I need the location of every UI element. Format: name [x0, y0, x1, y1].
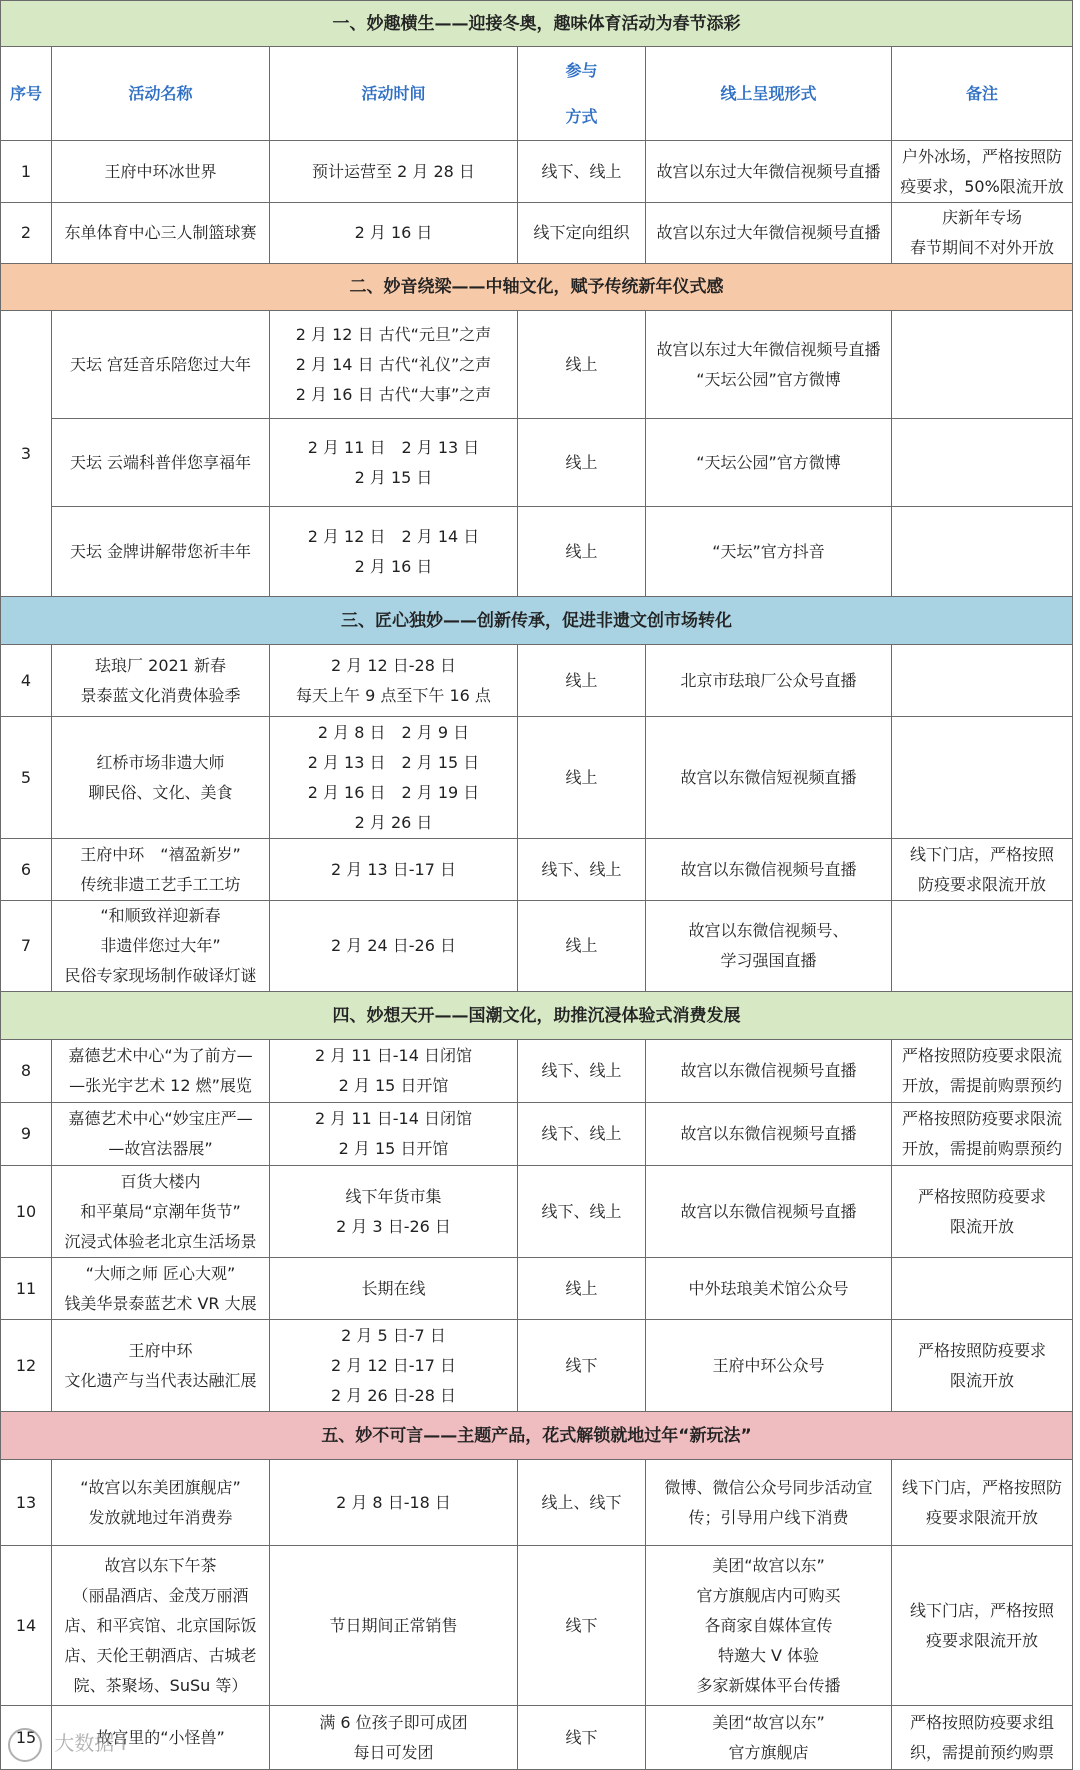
- cell-line: 线下门店，严格按照: [909, 844, 1054, 864]
- table-row: [1, 507, 1073, 597]
- table-row: [1, 1320, 1073, 1412]
- section-title: 一、妙趣横生——迎接冬奥，趣味体育活动为春节添彩: [1, 1, 1073, 47]
- cell-line: 故宫以东微信视频号直播: [680, 859, 857, 879]
- cell-line: “天坛公园”官方微博: [696, 452, 841, 472]
- cell-note: [892, 1166, 1073, 1258]
- cell-line: 院、茶聚场、SuSu 等）: [73, 1675, 248, 1695]
- cell-no: 5: [1, 717, 52, 839]
- cell-mode: [518, 419, 646, 507]
- cell-line: 店、天伦王朝酒店、古城老: [64, 1645, 257, 1665]
- cell-line: 开放，需提前购票预约: [901, 1139, 1062, 1158]
- cell-line: 每日可发团: [353, 1742, 434, 1762]
- cell-time: [270, 1546, 518, 1706]
- cell-mode: [518, 839, 646, 901]
- cell-line: 故宫以东微信视频号直播: [680, 1061, 857, 1080]
- cell-line: 庆新年专场: [941, 208, 1022, 227]
- cell-line: 2 月 13 日-17 日: [330, 859, 457, 879]
- cell-line: 东单体育中心三人制篮球赛: [64, 223, 257, 242]
- cell-line: 民俗专家现场制作破译灯谜: [64, 966, 257, 985]
- cell-time: [270, 141, 518, 203]
- cell-line: 线上: [565, 1278, 598, 1298]
- cell-note: [892, 1460, 1073, 1546]
- cell-line: 2 月 26 日-28 日: [330, 1385, 457, 1405]
- cell-note: [892, 901, 1073, 992]
- cell-name: [52, 1546, 270, 1706]
- col-header-no: 序号: [1, 47, 52, 141]
- cell-line: 防疫要求限流开放: [917, 874, 1046, 894]
- cell-online: [646, 507, 892, 597]
- section-header-4: [1, 992, 1073, 1040]
- cell-no: 11: [1, 1258, 52, 1320]
- cell-note: [892, 1040, 1073, 1103]
- cell-name: [52, 1258, 270, 1320]
- table-row: [1, 645, 1073, 717]
- cell-line: 2 月 12 日 2 月 14 日: [307, 526, 480, 546]
- cell-name: [52, 1460, 270, 1546]
- watermark-text: 大数据·i: [54, 1731, 127, 1755]
- table-header-row: [1, 47, 1073, 141]
- cell-online: [646, 839, 892, 901]
- cell-line: 2 月 16 日 2 月 19 日: [307, 782, 480, 802]
- col-header-mode: 参与 方式: [518, 47, 646, 141]
- cell-line: 2 月 3 日-26 日: [336, 1216, 451, 1236]
- cell-line: 非遗伴您过大年”: [100, 936, 221, 955]
- cell-line: 故宫以东过大年微信视频号直播: [656, 223, 881, 242]
- section-title: 二、妙音绕梁——中轴文化，赋予传统新年仪式感: [1, 264, 1073, 311]
- cell-line: 文化遗产与当代表达融汇展: [64, 1370, 257, 1390]
- cell-line: 王府中环 “禧盈新岁”: [80, 844, 241, 864]
- cell-line: 节日期间正常销售: [329, 1615, 458, 1635]
- cell-line: 2 月 11 日 2 月 13 日: [307, 437, 480, 457]
- cell-line: 每天上午 9 点至下午 16 点: [296, 685, 491, 705]
- cell-line: “大师之师 匠心大观”: [85, 1263, 236, 1283]
- cell-online: [646, 717, 892, 839]
- table-row: [1, 1258, 1073, 1320]
- cell-online: [646, 1040, 892, 1103]
- table-row: [1, 419, 1073, 507]
- table-row: [1, 1103, 1073, 1166]
- table-row: [1, 141, 1073, 203]
- cell-time: [270, 839, 518, 901]
- cell-line: 线上: [565, 936, 598, 955]
- cell-line: 严格按照防疫要求限流: [901, 1046, 1062, 1065]
- cell-time: [270, 1040, 518, 1103]
- cell-no: 14: [1, 1546, 52, 1706]
- cell-mode: [518, 1320, 646, 1412]
- cell-line: 官方旗舰店: [728, 1742, 809, 1762]
- table-row: [1, 1040, 1073, 1103]
- table-row: [1, 839, 1073, 901]
- cell-line: 严格按照防疫要求组: [909, 1712, 1054, 1732]
- cell-line: 发放就地过年消费券: [88, 1507, 233, 1527]
- table-row: [1, 717, 1073, 839]
- cell-name: [52, 1166, 270, 1258]
- cell-line: 王府中环冰世界: [104, 161, 217, 181]
- cell-line: “和顺致祥迎新春: [100, 906, 221, 925]
- cell-line: 2 月 16 日: [354, 223, 433, 242]
- cell-line: 严格按照防疫要求: [917, 1340, 1046, 1360]
- cell-note: [892, 1546, 1073, 1706]
- cell-line: 传统非遗工艺手工工坊: [80, 874, 241, 894]
- cell-line: 线下、线上: [541, 1201, 622, 1221]
- cell-online: [646, 1546, 892, 1706]
- section-header-5: [1, 1412, 1073, 1460]
- cell-line: 王府中环: [128, 1340, 193, 1360]
- cell-line: 开放，需提前购票预约: [901, 1076, 1062, 1095]
- cell-no: 10: [1, 1166, 52, 1258]
- cell-line: 中外珐琅美术馆公众号: [688, 1278, 849, 1298]
- cell-line: 严格按照防疫要求: [917, 1186, 1046, 1206]
- cell-note: [892, 1258, 1073, 1320]
- cell-no: 7: [1, 901, 52, 992]
- cell-online: [646, 419, 892, 507]
- cell-time: [270, 203, 518, 264]
- cell-no: 15: [1, 1706, 52, 1770]
- cell-line: 2 月 16 日 古代“大事”之声: [295, 384, 492, 404]
- cell-line: 疫要求，50%限流开放: [900, 176, 1064, 196]
- cell-line: 传；引导用户线下消费: [688, 1507, 849, 1527]
- table-row: [1, 1166, 1073, 1258]
- cell-line: 天坛 宫廷音乐陪您过大年: [69, 354, 252, 374]
- cell-line: 沉浸式体验老北京生活场景: [64, 1231, 257, 1251]
- cell-line: 百货大楼内: [120, 1171, 201, 1191]
- cell-mode: [518, 507, 646, 597]
- cell-line: 故宫以东下午茶: [104, 1555, 217, 1575]
- cell-mode: [518, 311, 646, 419]
- cell-time: [270, 1103, 518, 1166]
- cell-name: [52, 507, 270, 597]
- cell-line: 疫要求限流开放: [925, 1630, 1038, 1650]
- cell-name: [52, 717, 270, 839]
- cell-note: [892, 141, 1073, 203]
- cell-no: 9: [1, 1103, 52, 1166]
- cell-mode: [518, 1103, 646, 1166]
- cell-note: [892, 1103, 1073, 1166]
- cell-note: [892, 717, 1073, 839]
- cell-line: 线上: [565, 541, 598, 561]
- cell-line: 线上、线下: [541, 1492, 622, 1512]
- cell-line: 故宫以东过大年微信视频号直播: [656, 161, 881, 181]
- cell-line: 2 月 8 日-18 日: [336, 1492, 451, 1512]
- cell-line: 线上: [565, 354, 598, 374]
- cell-no: 6: [1, 839, 52, 901]
- cell-time: [270, 1320, 518, 1412]
- cell-time: [270, 1706, 518, 1770]
- cell-line: 学习强国直播: [720, 951, 817, 970]
- cell-line: 美团“故宫以东”: [712, 1712, 825, 1732]
- cell-line: 户外冰场，严格按照防: [901, 146, 1062, 166]
- cell-line: 预计运营至 2 月 28 日: [312, 161, 475, 181]
- cell-line: 聊民俗、文化、美食: [88, 782, 233, 802]
- cell-line: 2 月 16 日: [354, 556, 433, 576]
- cell-line: 线下: [565, 1727, 598, 1747]
- cell-line: —张光宇艺术 12 燃”展览: [69, 1076, 252, 1095]
- cell-line: 美团“故宫以东”: [712, 1555, 825, 1575]
- cell-line: 2 月 15 日开馆: [338, 1076, 449, 1095]
- table-row: [1, 311, 1073, 419]
- cell-no: 2: [1, 203, 52, 264]
- table-row: [1, 203, 1073, 264]
- cell-line: 故宫以东过大年微信视频号直播: [656, 339, 881, 359]
- cell-note: [892, 311, 1073, 419]
- cell-line: 长期在线: [361, 1278, 426, 1298]
- cell-name: [52, 141, 270, 203]
- cell-line: —故宫法器展”: [108, 1139, 213, 1158]
- cell-line: 线下门店，严格按照防: [901, 1477, 1062, 1497]
- cell-line: 线下、线上: [541, 1061, 622, 1080]
- cell-line: 满 6 位孩子即可成团: [319, 1712, 468, 1732]
- table-row: [1, 1546, 1073, 1706]
- section-header-3: [1, 597, 1073, 645]
- cell-time: [270, 311, 518, 419]
- cell-time: [270, 419, 518, 507]
- cell-name: [52, 1320, 270, 1412]
- cell-line: 景泰蓝文化消费体验季: [80, 685, 241, 705]
- section-header-2: [1, 264, 1073, 311]
- cell-note: [892, 645, 1073, 717]
- cell-line: “天坛”官方抖音: [712, 541, 825, 561]
- cell-mode: [518, 717, 646, 839]
- cell-line: 线下年货市集: [345, 1186, 442, 1206]
- cell-name: [52, 203, 270, 264]
- cell-time: [270, 645, 518, 717]
- section-title: 五、妙不可言——主题产品，花式解锁就地过年“新玩法”: [1, 1412, 1073, 1460]
- cell-online: [646, 1320, 892, 1412]
- cell-line: 王府中环公众号: [712, 1355, 825, 1375]
- cell-line: 2 月 15 日: [354, 467, 433, 487]
- cell-line: 红桥市场非遗大师: [96, 752, 225, 772]
- cell-line: 线下定向组织: [533, 223, 630, 242]
- cell-online: [646, 901, 892, 992]
- cell-line: 微博、微信公众号同步活动宣: [664, 1477, 873, 1497]
- cell-name: [52, 1040, 270, 1103]
- cell-online: [646, 1706, 892, 1770]
- cell-name: [52, 839, 270, 901]
- cell-online: [646, 311, 892, 419]
- cell-mode: [518, 203, 646, 264]
- cell-note: [892, 507, 1073, 597]
- cell-mode: [518, 1460, 646, 1546]
- cell-line: 线下: [565, 1355, 598, 1375]
- watermark-logo-icon: [8, 1728, 42, 1762]
- cell-line: 故宫以东微信短视频直播: [680, 767, 857, 787]
- col-header-name: 活动名称: [52, 47, 270, 141]
- cell-line: （丽晶酒店、金茂万丽酒: [72, 1585, 249, 1605]
- cell-line: 线下: [565, 1615, 598, 1635]
- cell-line: 2 月 12 日 古代“元旦”之声: [295, 324, 492, 344]
- cell-line: 线上: [565, 452, 598, 472]
- cell-line: 多家新媒体平台传播: [696, 1675, 841, 1695]
- cell-line: 线下、线上: [541, 859, 622, 879]
- cell-line: 官方旗舰店内可购买: [696, 1585, 841, 1605]
- cell-note: [892, 1706, 1073, 1770]
- cell-line: 线上: [565, 670, 598, 690]
- cell-name: [52, 311, 270, 419]
- cell-line: 限流开放: [949, 1370, 1014, 1390]
- cell-line: 故宫以东微信视频号、: [688, 921, 849, 940]
- cell-time: [270, 1166, 518, 1258]
- cell-note: [892, 1320, 1073, 1412]
- cell-line: 织，需提前预约购票: [909, 1742, 1054, 1762]
- cell-line: 天坛 云端科普伴您享福年: [69, 452, 252, 472]
- cell-line: 和平菓局“京潮年货节”: [80, 1201, 241, 1221]
- cell-line: 2 月 15 日开馆: [338, 1139, 449, 1158]
- cell-line: 线下、线上: [541, 161, 622, 181]
- col-header-note: 备注: [892, 47, 1073, 141]
- cell-line: 2 月 8 日 2 月 9 日: [317, 722, 470, 742]
- cell-line: 2 月 12 日-17 日: [330, 1355, 457, 1375]
- cell-time: [270, 1258, 518, 1320]
- cell-line: “天坛公园”官方微博: [696, 369, 841, 389]
- cell-time: [270, 507, 518, 597]
- cell-name: [52, 645, 270, 717]
- cell-mode: [518, 141, 646, 203]
- cell-line: 线下、线上: [541, 1124, 622, 1143]
- cell-mode: [518, 1258, 646, 1320]
- cell-line: 严格按照防疫要求限流: [901, 1109, 1062, 1128]
- table-row: [1, 1460, 1073, 1546]
- cell-time: [270, 717, 518, 839]
- cell-line: 春节期间不对外开放: [909, 238, 1054, 257]
- cell-name: [52, 901, 270, 992]
- cell-mode: [518, 1040, 646, 1103]
- table-row: [1, 901, 1073, 992]
- cell-name: [52, 1103, 270, 1166]
- cell-online: [646, 1103, 892, 1166]
- section-header-1: [1, 1, 1073, 47]
- cell-note: [892, 203, 1073, 264]
- section-title: 三、匠心独妙——创新传承，促进非遗文创市场转化: [1, 597, 1073, 645]
- cell-no: 13: [1, 1460, 52, 1546]
- cell-line: 线上: [565, 767, 598, 787]
- cell-line: 故宫以东微信视频号直播: [680, 1201, 857, 1221]
- cell-line: 钱美华景泰蓝艺术 VR 大展: [64, 1293, 257, 1313]
- cell-mode: [518, 901, 646, 992]
- section-title: 四、妙想天开——国潮文化，助推沉浸体验式消费发展: [1, 992, 1073, 1040]
- cell-line: 2 月 26 日: [354, 812, 433, 832]
- cell-line: 2 月 11 日-14 日闭馆: [314, 1046, 473, 1065]
- cell-no: 12: [1, 1320, 52, 1412]
- cell-line: 线下门店，严格按照: [909, 1600, 1054, 1620]
- cell-time: [270, 1460, 518, 1546]
- cell-no: 4: [1, 645, 52, 717]
- cell-line: 2 月 24 日-26 日: [330, 936, 457, 955]
- cell-online: [646, 1166, 892, 1258]
- cell-online: [646, 645, 892, 717]
- cell-line: 故宫以东微信视频号直播: [680, 1124, 857, 1143]
- cell-line: 嘉德艺术中心“妙宝庄严—: [68, 1109, 253, 1128]
- col-header-online: 线上呈现形式: [646, 47, 892, 141]
- cell-note: [892, 419, 1073, 507]
- cell-line: 北京市珐琅厂公众号直播: [680, 670, 857, 690]
- cell-line: 各商家自媒体宣传: [704, 1615, 833, 1635]
- cell-line: 嘉德艺术中心“为了前方—: [68, 1046, 253, 1065]
- cell-line: 天坛 金牌讲解带您祈丰年: [69, 541, 252, 561]
- cell-online: [646, 203, 892, 264]
- cell-mode: [518, 645, 646, 717]
- cell-line: 店、和平宾馆、北京国际饭: [64, 1615, 257, 1635]
- cell-mode: [518, 1166, 646, 1258]
- cell-line: 特邀大 V 体验: [717, 1645, 820, 1665]
- cell-mode: [518, 1546, 646, 1706]
- cell-line: 2 月 5 日-7 日: [341, 1325, 446, 1345]
- cell-line: 疫要求限流开放: [925, 1507, 1038, 1527]
- cell-note: [892, 839, 1073, 901]
- cell-line: 珐琅厂 2021 新春: [95, 655, 226, 675]
- cell-line: 2 月 12 日-28 日: [330, 655, 457, 675]
- cell-time: [270, 901, 518, 992]
- watermark: [8, 1724, 178, 1762]
- cell-line: 2 月 13 日 2 月 15 日: [307, 752, 480, 772]
- cell-name: [52, 419, 270, 507]
- cell-line: 故宫里的“小怪兽”: [96, 1727, 225, 1747]
- cell-online: [646, 1258, 892, 1320]
- cell-line: “故宫以东美团旗舰店”: [80, 1477, 241, 1497]
- cell-line: 2 月 11 日-14 日闭馆: [314, 1109, 473, 1128]
- cell-line: 2 月 14 日 古代“礼仪”之声: [295, 354, 492, 374]
- col-header-time: 活动时间: [270, 47, 518, 141]
- cell-no: 3: [1, 311, 52, 597]
- cell-no: 1: [1, 141, 52, 203]
- cell-mode: [518, 1706, 646, 1770]
- cell-line: 限流开放: [949, 1216, 1014, 1236]
- cell-online: [646, 141, 892, 203]
- cell-no: 8: [1, 1040, 52, 1103]
- cell-online: [646, 1460, 892, 1546]
